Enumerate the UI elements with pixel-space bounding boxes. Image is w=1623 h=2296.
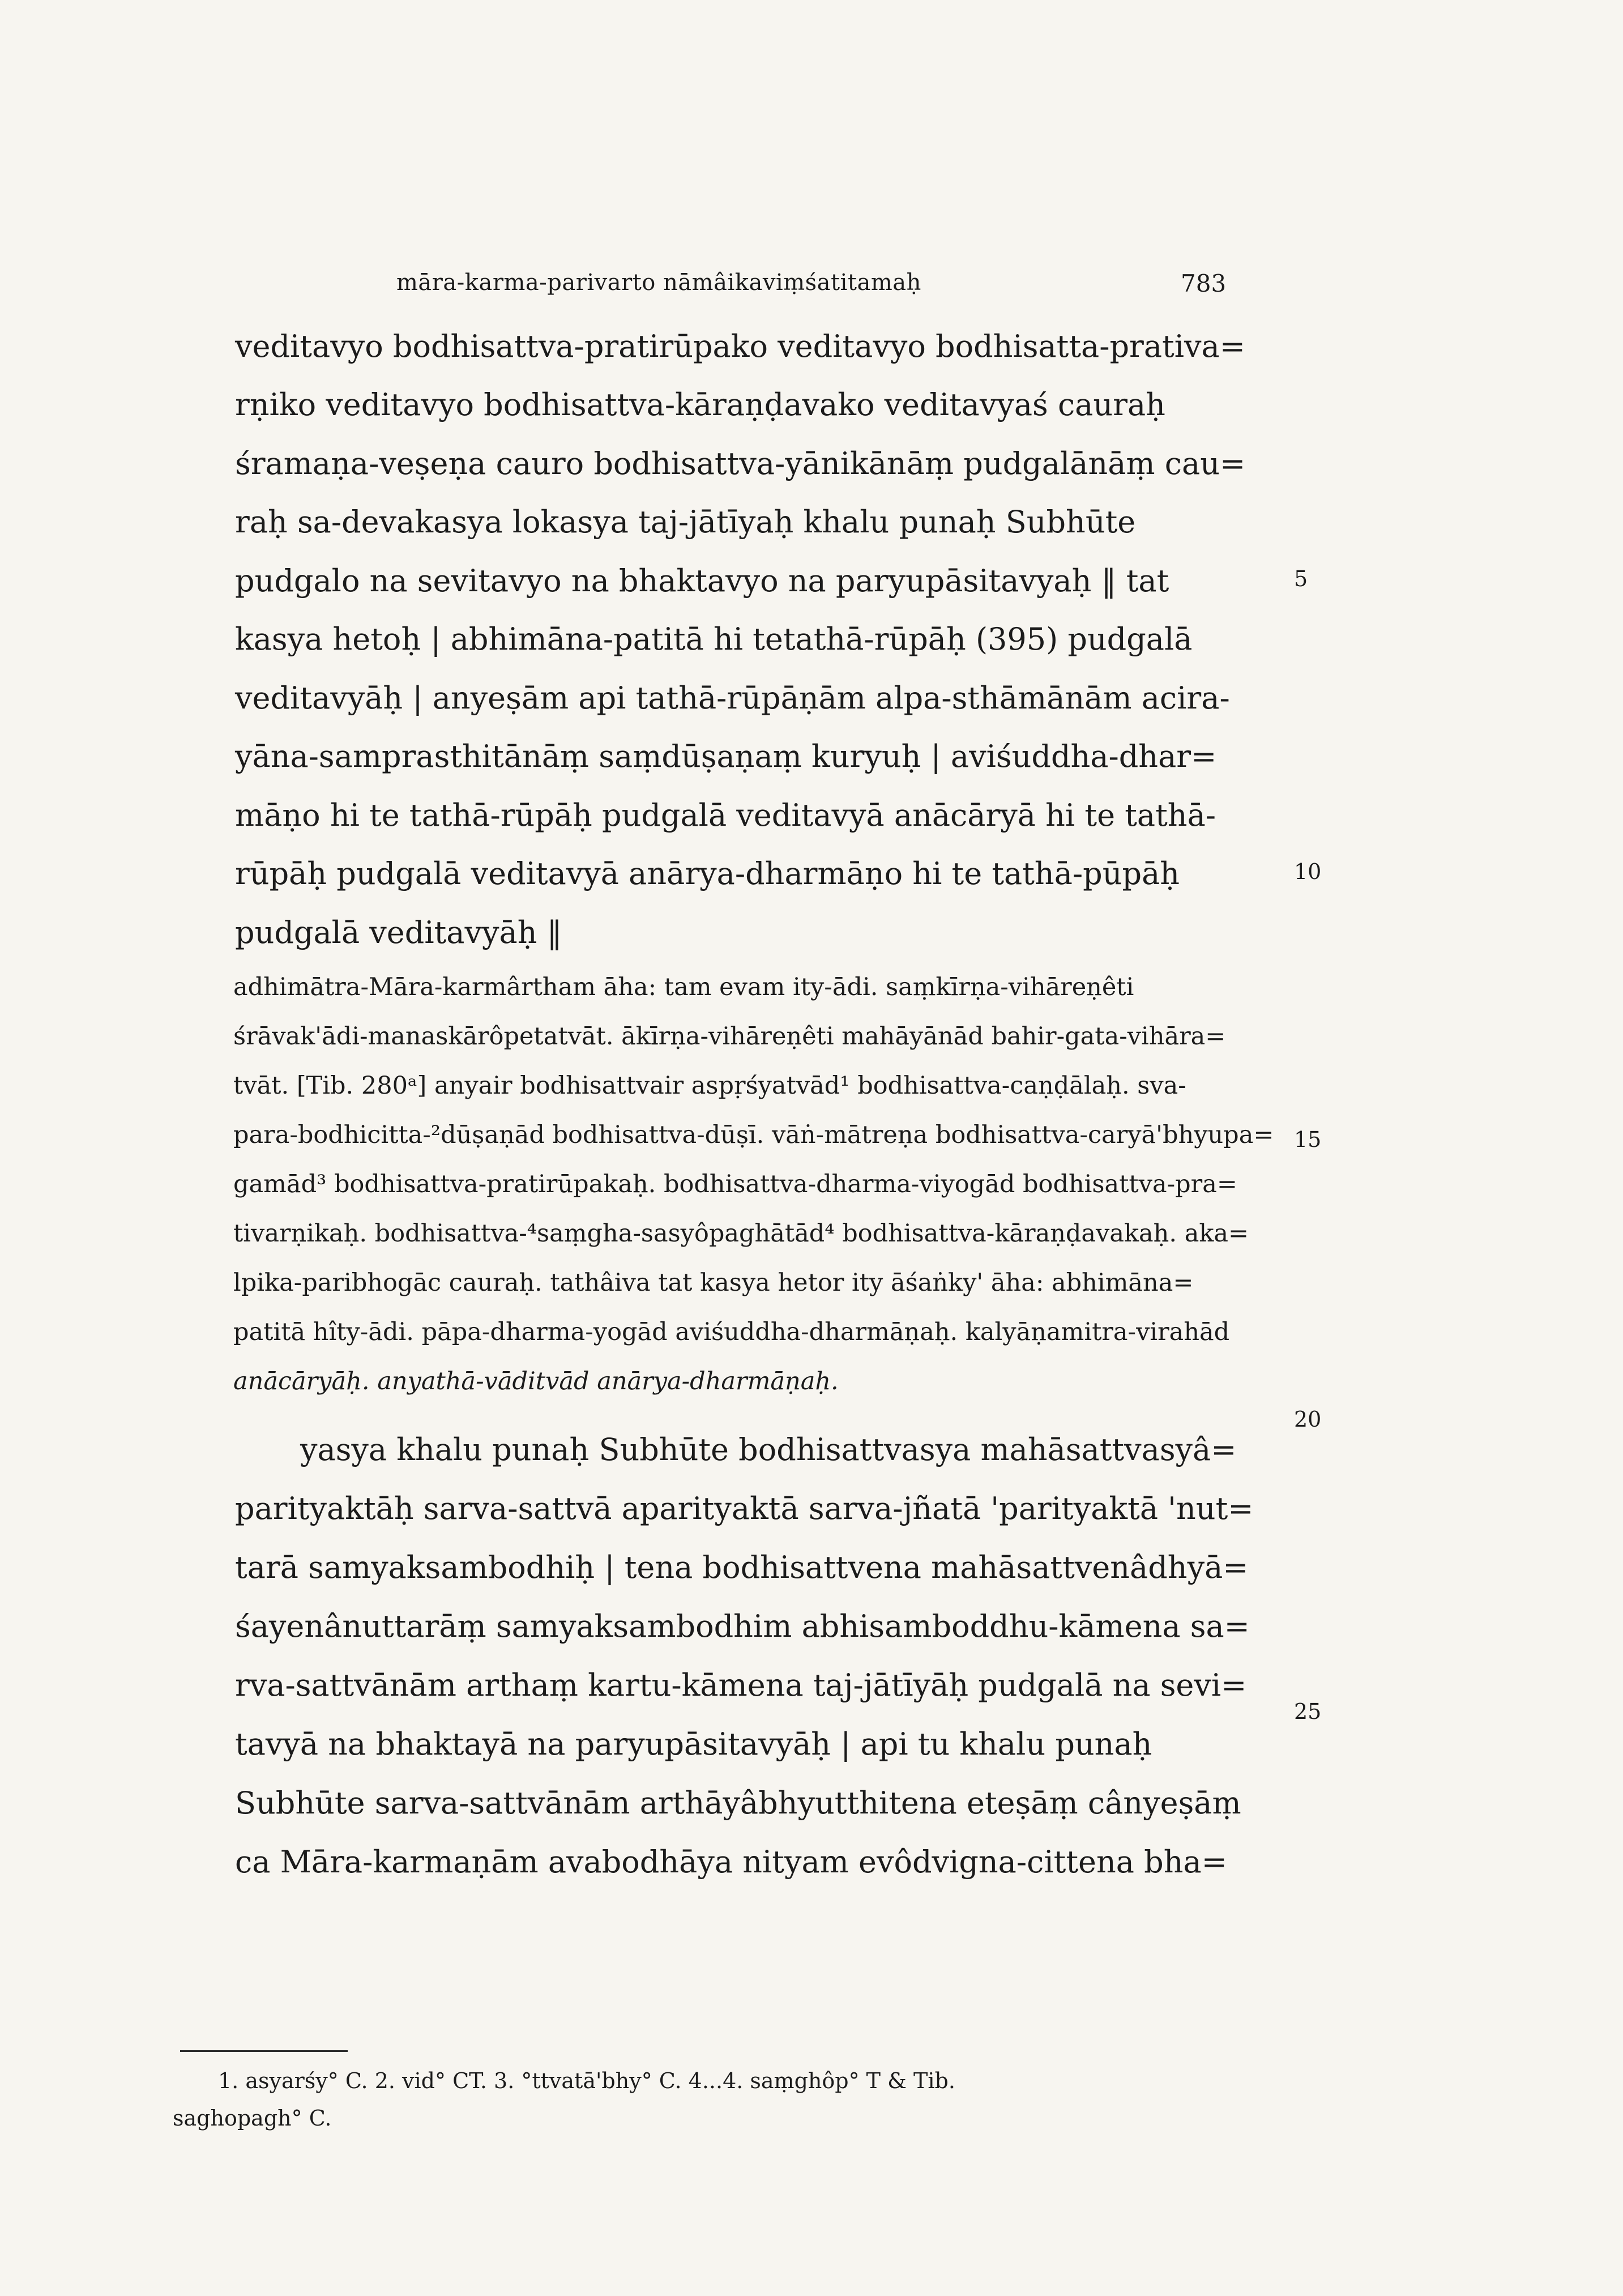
text-line: tarā samyaksambodhiḥ | tena bodhisattvena mahāsattvenâdhyā= bbox=[235, 1550, 1249, 1585]
commentary-line: śrāvak'ādi-manaskārôpetatvāt. ākīrṇa-vihāreṇêti mahāyānād bahir-gata-vihāra= bbox=[233, 1022, 1226, 1051]
text-line: śayenânuttarāṃ samyaksambodhim abhisamboddhu-kāmena sa= bbox=[235, 1608, 1250, 1644]
footnote-rule bbox=[180, 2050, 348, 2052]
text-line: Subhūte sarva-sattvānām arthāyâbhyutthitena eteṣāṃ cânyeṣāṃ bbox=[235, 1785, 1241, 1821]
page-number: 783 bbox=[1181, 270, 1227, 297]
line-number: 15 bbox=[1294, 1127, 1322, 1152]
text-line: parityaktāḥ sarva-sattvā aparityaktā sarva-jñatā 'parityaktā 'nut= bbox=[235, 1491, 1254, 1526]
text-line: kasya hetoḥ | abhimāna-patitā hi tetathā-rūpāḥ (395) pudgalā bbox=[235, 621, 1193, 657]
line-number: 5 bbox=[1294, 566, 1308, 591]
line-number: 10 bbox=[1294, 859, 1322, 884]
text-line: śramaṇa-veṣeṇa cauro bodhisattva-yānikānāṃ pudgalānāṃ cau= bbox=[235, 446, 1246, 481]
text-line: veditavyāḥ | anyeṣām api tathā-rūpāṇām alpa-sthāmānām acira- bbox=[235, 680, 1230, 716]
commentary-line: lpika-paribhogāc cauraḥ. tathâiva tat kasya hetor ity āśaṅky' āha: abhimāna= bbox=[233, 1269, 1194, 1297]
text-line: veditavyo bodhisattva-pratirūpako veditavyo bodhisatta-prativa= bbox=[235, 328, 1245, 364]
footnote-line: 1. asyarśy° C. 2. vid° CT. 3. °ttvatā'bhy° C. 4...4. saṃghôp° T & Tib. bbox=[218, 2068, 955, 2093]
commentary-line: para-bodhicitta-²dūṣaṇād bodhisattva-dūṣī. vāṅ-mātreṇa bodhisattva-caryā'bhyupa= bbox=[233, 1121, 1274, 1149]
text-line: ca Māra-karmaṇām avabodhāya nityam evôdvigna-cittena bha= bbox=[235, 1844, 1227, 1880]
text-line: rṇiko veditavyo bodhisattva-kāraṇḍavako veditavyaś cauraḥ bbox=[235, 387, 1165, 423]
text-line: māṇo hi te tathā-rūpāḥ pudgalā veditavyā anācāryā hi te tathā- bbox=[235, 797, 1216, 833]
text-line: tavyā na bhaktayā na paryupāsitavyāḥ | api tu khalu punaḥ bbox=[235, 1726, 1152, 1762]
commentary-line: anācāryāḥ. anyathā-vāditvād anārya-dharmāṇaḥ. bbox=[233, 1367, 839, 1395]
line-number: 25 bbox=[1294, 1699, 1322, 1724]
text-line: raḥ sa-devakasya lokasya taj-jātīyaḥ khalu punaḥ Subhūte bbox=[235, 504, 1136, 540]
text-line: rūpāḥ pudgalā veditavyā anārya-dharmāṇo hi te tathā-pūpāḥ bbox=[235, 856, 1180, 891]
commentary-line: tivarṇikaḥ. bodhisattva-⁴saṃgha-sasyôpaghātād⁴ bodhisattva-kāraṇḍavakaḥ. aka= bbox=[233, 1219, 1249, 1248]
line-number: 20 bbox=[1294, 1407, 1322, 1432]
footnote-line: saghopagh° C. bbox=[173, 2106, 332, 2131]
text-line: pudgalo na sevitavyo na bhaktavyo na paryupāsitavyaḥ ‖ tat bbox=[235, 563, 1169, 599]
commentary-line: tvāt. [Tib. 280ᵃ] anyair bodhisattvair aspṛśyatvād¹ bodhisattva-caṇḍālaḥ. sva- bbox=[233, 1072, 1186, 1100]
running-header-title: māra-karma-parivarto nāmâikaviṃśatitamaḥ bbox=[396, 270, 921, 296]
text-line: pudgalā veditavyāḥ ‖ bbox=[235, 915, 562, 950]
commentary-line: adhimātra-Māra-karmârtham āha: tam evam ity-ādi. saṃkīrṇa-vihāreṇêti bbox=[233, 973, 1134, 1001]
commentary-line: patitā hîty-ādi. pāpa-dharma-yogād aviśuddha-dharmāṇaḥ. kalyāṇamitra-virahād bbox=[233, 1318, 1230, 1346]
text-line: yasya khalu punaḥ Subhūte bodhisattvasya mahāsattvasyâ= bbox=[300, 1432, 1237, 1467]
text-line: rva-sattvānām arthaṃ kartu-kāmena taj-jātīyāḥ pudgalā na sevi= bbox=[235, 1667, 1247, 1703]
text-line: yāna-samprasthitānāṃ saṃdūṣaṇaṃ kuryuḥ | aviśuddha-dhar= bbox=[235, 739, 1217, 774]
commentary-line: gamād³ bodhisattva-pratirūpakaḥ. bodhisattva-dharma-viyogād bodhisattva-pra= bbox=[233, 1170, 1237, 1198]
